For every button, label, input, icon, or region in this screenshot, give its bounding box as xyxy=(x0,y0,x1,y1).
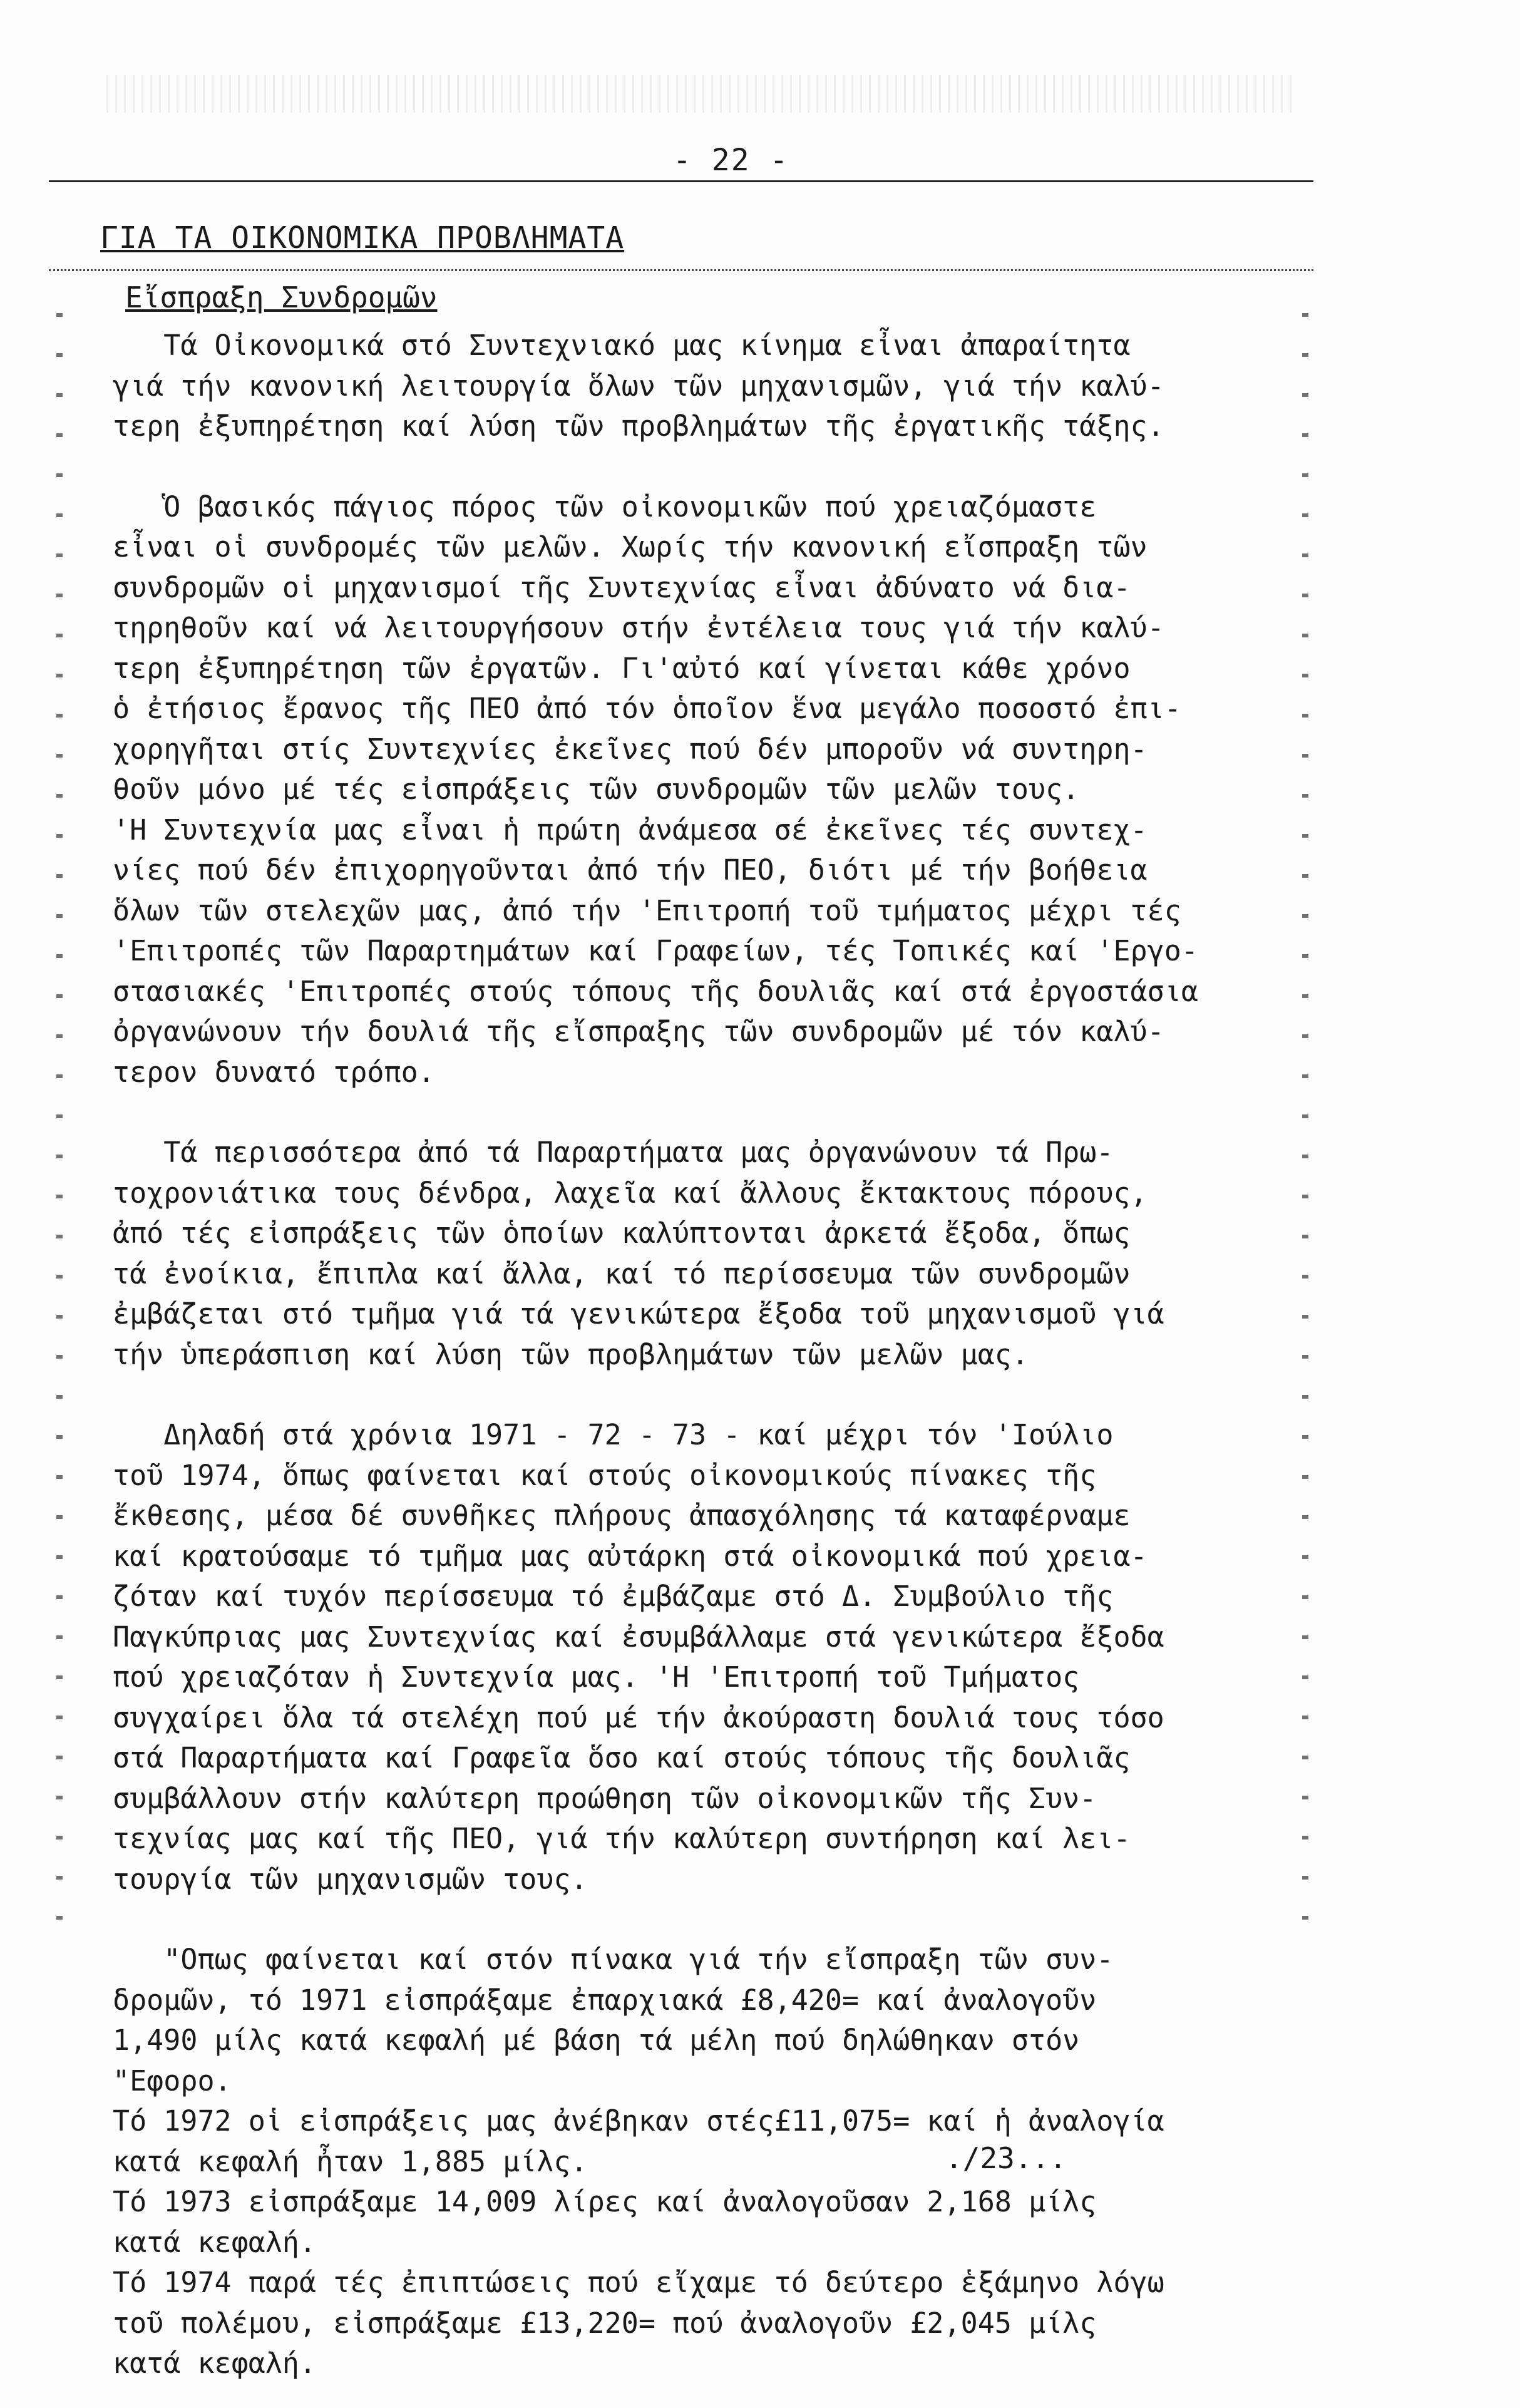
body-text xyxy=(113,326,1302,2384)
text-line: Δηλαδή στά χρόνια 1971 - 72 - 73 - καί μέχρι τόν 'Ιούλιο xyxy=(113,1418,1114,1451)
text-line: Τό 1972 οἱ εἰσπράξεις μας ἀνέβηκαν στές£11,075= καί ἡ ἀναλογία xyxy=(113,2104,1164,2138)
text-line: τοῦ 1974, ὅπως φαίνεται καί στούς οἰκονομικούς πίνακες τῆς xyxy=(113,1458,1097,1492)
text-line: τεχνίας μας καί τῆς ΠΕΟ, γιά τήν καλύτερη συντήρηση καί λει- xyxy=(113,1822,1131,1855)
text-line: συνδρομῶν οἱ μηχανισμοί τῆς Συντεχνίας εἶναι ἀδύνατο νά δια- xyxy=(113,570,1131,604)
dotted-rule xyxy=(49,269,1313,271)
text-line: Ὁ βασικός πάγιος πόρος τῶν οἰκονομικῶν πού χρειαζόμαστε xyxy=(113,490,1097,523)
text-line: νίες πού δέν ἐπιχορηγοῦνται ἀπό τήν ΠΕΟ, διότι μέ τήν βοήθεια xyxy=(113,853,1148,887)
left-margin-dots xyxy=(56,313,63,1941)
text-line: τερη ἐξυπηρέτηση τῶν ἐργατῶν. Γι'αὐτό καί γίνεται κάθε χρόνο xyxy=(113,651,1131,685)
text-line: Παγκύπριας μας Συντεχνίας καί ἐσυμβάλλαμε στά γενικώτερα ἔξοδα xyxy=(113,1620,1164,1654)
text-line: γιά τήν κανονική λειτουργία ὅλων τῶν μηχανισμῶν, γιά τήν καλύ- xyxy=(113,369,1164,403)
text-line: 'Επιτροπές τῶν Παραρτημάτων καί Γραφείων, τές Τοπικές καί 'Εργο- xyxy=(113,934,1198,967)
text-line: κατά κεφαλή ἦταν 1,885 μίλς. xyxy=(113,2144,588,2178)
paragraph xyxy=(113,487,1302,1093)
top-rule xyxy=(49,180,1313,182)
text-line: ἔκθεσης, μέσα δέ συνθῆκες πλήρους ἀπασχόλησης τά καταφέρναμε xyxy=(113,1499,1131,1532)
paragraph xyxy=(113,1940,1302,2384)
page-number: - 22 - xyxy=(673,143,789,178)
text-line: "Εφορο. xyxy=(113,2064,232,2097)
text-line: ὅλων τῶν στελεχῶν μας, ἀπό τήν 'Επιτροπή τοῦ τμήματος μέχρι τές xyxy=(113,893,1181,927)
text-line: θοῦν μόνο μέ τές εἰσπράξεις τῶν συνδρομῶν τῶν μελῶν τους. xyxy=(113,773,1080,806)
text-line: συγχαίρει ὅλα τά στελέχη πού μέ τήν ἀκούραστη δουλιά τους τόσο xyxy=(113,1701,1164,1734)
text-line: πού χρειαζόταν ἡ Συντεχνία μας. 'Η 'Επιτροπή τοῦ Τμήματος xyxy=(113,1660,1080,1694)
text-line: Τό 1973 εἰσπράξαμε 14,009 λίρες καί ἀναλογοῦσαν 2,168 μίλς xyxy=(113,2185,1097,2218)
text-line: δρομῶν, τό 1971 εἰσπράξαμε ἐπαρχιακά £8,420= καί ἀναλογοῦν xyxy=(113,1983,1097,2017)
text-line: τηρηθοῦν καί νά λειτουργήσουν στήν ἐντέλεια τους γιά τήν καλύ- xyxy=(113,611,1164,644)
text-line: καί κρατούσαμε τό τμῆμα μας αὐτάρκη στά οἰκονομικά πού χρεια- xyxy=(113,1539,1148,1573)
text-line: ὁ ἐτήσιος ἔρανος τῆς ΠΕΟ ἀπό τόν ὁποῖον ἕνα μεγάλο ποσοστό ἐπι- xyxy=(113,692,1181,725)
paragraph xyxy=(113,326,1302,447)
paragraph xyxy=(113,1133,1302,1375)
text-line: στά Παραρτήματα καί Γραφεῖα ὅσο καί στούς τόπους τῆς δουλιᾶς xyxy=(113,1741,1131,1774)
text-line: Τά περισσότερα ἀπό τά Παραρτήματα μας ὀργανώνουν τά Πρω- xyxy=(113,1136,1114,1169)
section-title: ΓΙΑ ΤΑ ΟΙΚΟΝΟΜΙΚΑ ΠΡΟΒΛΗΜΑΤΑ xyxy=(100,220,625,255)
text-line: τά ἐνοίκια, ἔπιπλα καί ἄλλα, καί τό περίσσευμα τῶν συνδρομῶν xyxy=(113,1257,1131,1290)
text-line: τερη ἐξυπηρέτηση καί λύση τῶν προβλημάτων τῆς ἐργατικῆς τάξης. xyxy=(113,409,1164,443)
text-line: τοχρονιάτικα τους δένδρα, λαχεῖα καί ἄλλους ἔκτακτους πόρους, xyxy=(113,1176,1148,1210)
text-line: 'Η Συντεχνία μας εἶναι ἡ πρώτη ἀνάμεσα σέ ἐκεῖνες τές συντεχ- xyxy=(113,813,1148,846)
continuation-marker: ./23... xyxy=(945,2141,1067,2175)
scan-noise xyxy=(106,75,1296,113)
text-line: τερον δυνατό τρόπο. xyxy=(113,1055,435,1089)
text-line: τοῦ πολέμου, εἰσπράξαμε £13,220= πού ἀναλογοῦν £2,045 μίλς xyxy=(113,2306,1097,2340)
text-line: κατά κεφαλή. xyxy=(113,2225,317,2259)
text-line: ἀπό τές εἰσπράξεις τῶν ὁποίων καλύπτονται ἀρκετά ἔξοδα, ὅπως xyxy=(113,1217,1131,1250)
text-line: τήν ὑπεράσπιση καί λύση τῶν προβλημάτων τῶν μελῶν μας. xyxy=(113,1337,1029,1371)
right-margin-dots xyxy=(1302,313,1308,1941)
text-line: Τά Οἰκονομικά στό Συντεχνιακό μας κίνημα εἶναι ἀπαραίτητα xyxy=(113,329,1131,362)
text-line: εἶναι οἱ συνδρομές τῶν μελῶν. Χωρίς τήν κανονική εἴσπραξη τῶν xyxy=(113,530,1148,563)
text-line: κατά κεφαλή. xyxy=(113,2347,317,2380)
text-line: συμβάλλουν στήν καλύτερη προώθηση τῶν οἰκονομικῶν τῆς Συν- xyxy=(113,1781,1097,1815)
text-line: χορηγῆται στίς Συντεχνίες ἐκεῖνες πού δέν μποροῦν νά συντηρη- xyxy=(113,732,1148,766)
text-line: 1,490 μίλς κατά κεφαλή μέ βάση τά μέλη πού δηλώθηκαν στόν xyxy=(113,2024,1080,2057)
subsection-title: Εἴσπραξη Συνδρομῶν xyxy=(125,280,438,314)
text-line: ζόταν καί τυχόν περίσσευμα τό ἐμβάζαμε στό Δ. Συμβούλιο τῆς xyxy=(113,1580,1114,1613)
text-line: ὀργανώνουν τήν δουλιά τῆς εἴσπραξης τῶν συνδρομῶν μέ τόν καλύ- xyxy=(113,1015,1164,1048)
paragraph xyxy=(113,1415,1302,1900)
text-line: τουργία τῶν μηχανισμῶν τους. xyxy=(113,1862,588,1896)
text-line: "Οπως φαίνεται καί στόν πίνακα γιά τήν εἴσπραξη τῶν συν- xyxy=(113,1943,1114,1976)
text-line: ἐμβάζεται στό τμῆμα γιά τά γενικώτερα ἔξοδα τοῦ μηχανισμοῦ γιά xyxy=(113,1297,1164,1330)
text-line: στασιακές 'Επιτροπές στούς τόπους τῆς δουλιᾶς καί στά ἐργοστάσια xyxy=(113,974,1198,1008)
text-line: Τό 1974 παρά τές ἐπιπτώσεις πού εἴχαμε τό δεύτερο ἑξάμηνο λόγω xyxy=(113,2266,1164,2299)
